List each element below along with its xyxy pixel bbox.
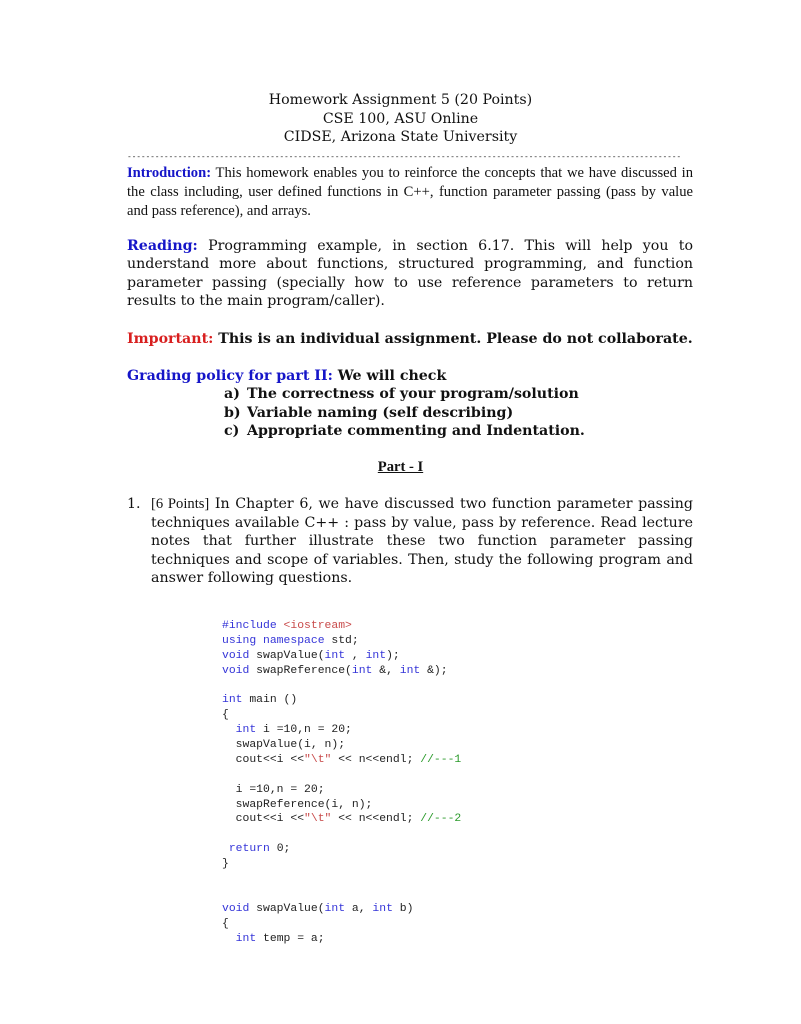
code-line: cout<<i <<"\t" << n<<endl; //---1 <box>222 753 462 766</box>
code-line: swapValue(i, n); <box>222 739 346 752</box>
question-body: In Chapter 6, we have discussed two function parameter passing techniques available C++ : pass by value, pass by reference. Read lecture notes that further illustrate these two function parameter passing techniques and scope of variables. Then, study the following program and answer following questions. <box>151 496 693 586</box>
code-line-blank <box>222 872 461 887</box>
code-line: cout<<i <<"\t" << n<<endl; //---2 <box>222 813 462 826</box>
list-item-text: The correctness of your program/solution <box>247 386 579 402</box>
code-line: using namespace std; <box>222 634 359 647</box>
code-line-blank <box>222 678 461 693</box>
document-header <box>0 91 801 147</box>
important-paragraph <box>127 330 693 348</box>
important-text: This is an individual assignment. Please do not collaborate. <box>213 331 693 347</box>
code-line: int temp = a; <box>235 932 325 945</box>
list-item-text: Variable naming (self describing) <box>247 404 514 421</box>
grading-text: We will check <box>332 368 447 384</box>
list-item <box>224 385 585 404</box>
list-item-letter: b) <box>224 404 241 421</box>
list-item-letter: a) <box>224 386 240 402</box>
code-line: { <box>222 917 229 930</box>
important-label: Important: <box>127 331 214 347</box>
code-line: int main () <box>222 694 298 707</box>
question-text <box>151 495 693 588</box>
grading-criteria-list <box>224 385 585 441</box>
code-line: void swapReference(int &, int &); <box>222 664 448 677</box>
code-line: void swapValue(int a, int b) <box>222 902 414 915</box>
part-one-heading: Part - I <box>377 459 424 475</box>
code-line: { <box>222 709 229 722</box>
code-line: swapReference(i, n); <box>222 798 373 811</box>
introduction-paragraph <box>127 164 693 221</box>
code-line-blank <box>222 827 461 842</box>
code-line: #include <iostream> <box>222 619 352 632</box>
list-item <box>224 404 585 423</box>
introduction-text: This homework enables you to reinforce the concepts that we have discussed in the class including, user defined functions in C++, function parameter passing (pass by value and pass reference), and arrays. <box>127 165 693 219</box>
code-line: i =10,n = 20; <box>222 783 325 796</box>
reading-text: Programming example, in section 6.17. This will help you to understand more about functions, structured programming, and function parameter passing (specially how to use reference parameters to return results to the main program/caller). <box>127 238 693 309</box>
header-title: Homework Assignment 5 (20 Points) <box>268 92 533 108</box>
reading-label: Reading: <box>127 238 198 254</box>
header-institution: CIDSE, Arizona State University <box>283 129 518 145</box>
grading-label: Grading policy for part II: <box>127 368 333 384</box>
code-line-blank <box>222 768 461 783</box>
question-points: [6 Points] <box>151 496 210 512</box>
code-line-blank <box>222 887 461 902</box>
list-item-letter: c) <box>224 423 240 439</box>
header-course: CSE 100, ASU Online <box>322 110 479 127</box>
introduction-label: Introduction: <box>127 165 212 181</box>
code-line: void swapValue(int , int); <box>222 649 400 662</box>
dashed-divider: ------------------------------------------------------------------------------------------------------------------------ <box>127 152 681 161</box>
question-number: 1. <box>127 496 141 512</box>
grading-paragraph <box>127 367 693 385</box>
list-item <box>224 422 585 441</box>
list-item-text: Appropriate commenting and Indentation. <box>247 423 585 439</box>
code-line: } <box>222 858 229 871</box>
reading-paragraph <box>127 237 693 310</box>
code-listing <box>222 604 461 976</box>
code-line: int i =10,n = 20; <box>235 724 352 737</box>
code-line: return 0; <box>228 843 291 856</box>
